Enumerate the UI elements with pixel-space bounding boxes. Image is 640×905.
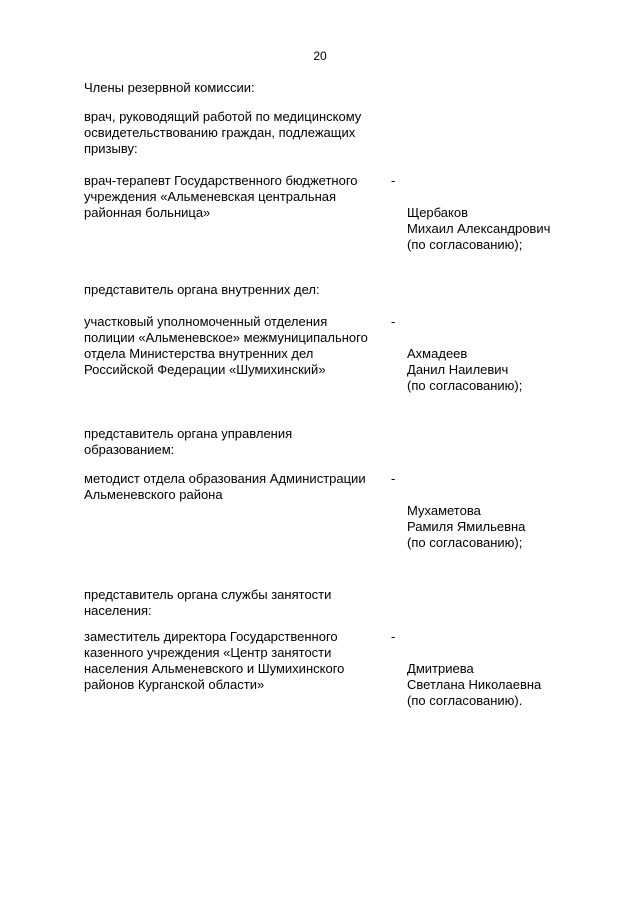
member-entry-employment — [84, 629, 584, 725]
dash-separator: - — [391, 471, 396, 486]
member-role: методист отдела образования Администрации Альменевского района — [84, 471, 366, 502]
dash-separator: - — [391, 629, 396, 644]
member-role: заместитель директора Государственного казенного учреждения «Центр занятости населения Альменевского и Шумихинского районов Курганской области» — [84, 629, 345, 692]
member-person — [391, 314, 584, 410]
member-entry-police — [84, 314, 584, 410]
member-role: участковый уполномоченный отделения полиции «Альменевское» межмуниципального отдела Министерства внутренних дел Российской Федерации «Шумихинский» — [84, 314, 368, 377]
member-name: Щербаков Михаил Александрович (по согласованию); — [407, 205, 551, 252]
commission-list — [84, 80, 584, 738]
member-person — [391, 629, 584, 725]
member-name: Дмитриева Светлана Николаевна (по согласованию). — [407, 661, 542, 708]
member-entry-education — [84, 471, 584, 567]
member-person — [391, 173, 584, 269]
member-name: Ахмадеев Данил Наилевич (по согласованию); — [407, 346, 523, 393]
member-person — [391, 471, 584, 567]
doctor-section-heading: врач, руководящий работой по медицинскому освидетельствованию граждан, подлежащих призыву: — [84, 109, 362, 156]
member-entry-therapist — [84, 173, 584, 269]
dash-separator: - — [391, 173, 396, 188]
education-section-heading: представитель органа управления образованием: — [84, 426, 293, 457]
police-section-heading: представитель органа внутренних дел: — [84, 282, 320, 297]
member-role: врач-терапевт Государственного бюджетного учреждения «Альменевская центральная районная больница» — [84, 173, 358, 220]
employment-section-heading: представитель органа службы занятости населения: — [84, 587, 332, 618]
dash-separator: - — [391, 314, 396, 329]
member-name: Мухаметова Рамиля Ямильевна (по согласованию); — [407, 503, 526, 550]
page-number: 20 — [313, 49, 327, 63]
reserve-commission-heading: Члены резервной комиссии: — [84, 80, 255, 95]
